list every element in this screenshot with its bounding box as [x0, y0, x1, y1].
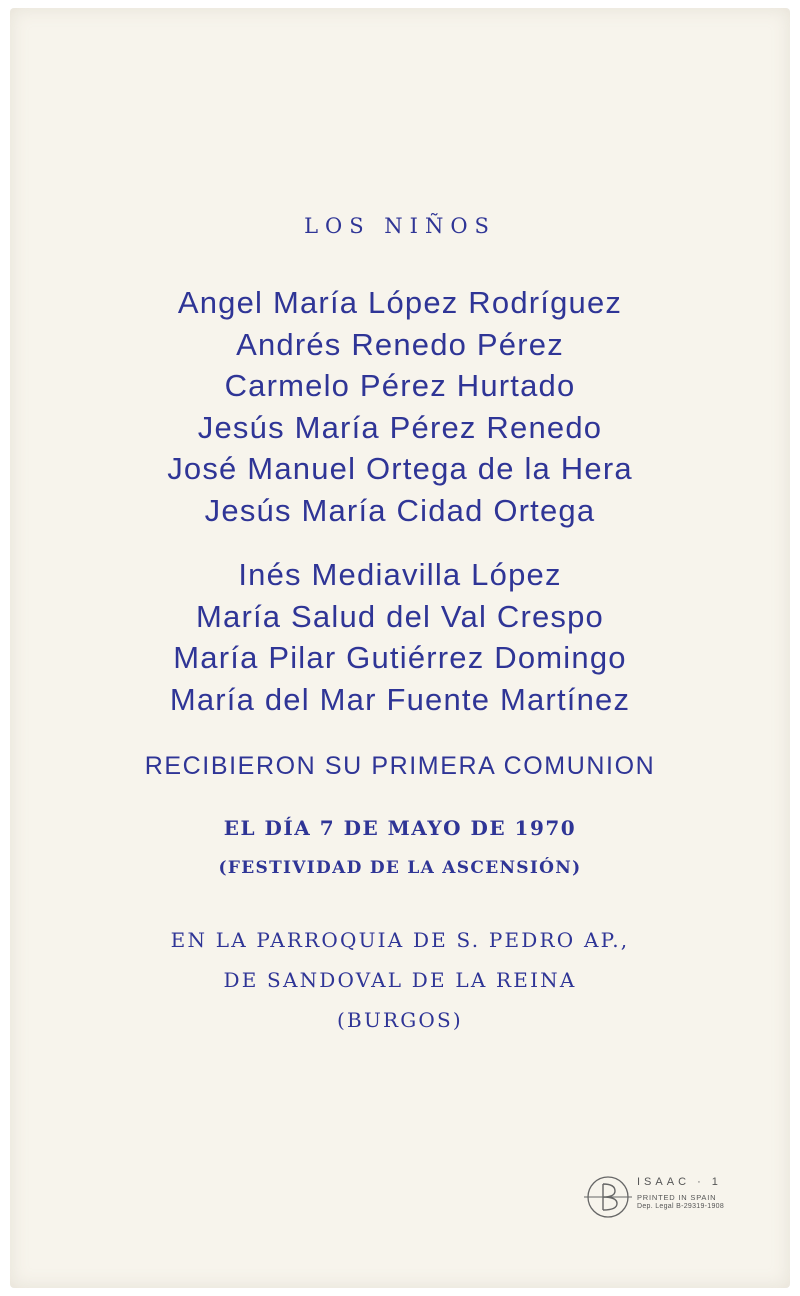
printed-in-spain: PRINTED IN SPAIN — [637, 1193, 717, 1202]
province-line: (BURGOS) — [337, 1008, 463, 1032]
boy-name: Angel María López Rodríguez — [177, 285, 623, 320]
printer-imprint — [582, 1172, 752, 1222]
town-line: DE SANDOVAL DE LA REINA — [223, 968, 577, 992]
communion-date: EL DÍA 7 DE MAYO DE 1970 — [223, 816, 577, 840]
boys-list — [10, 282, 790, 531]
feast-name: (FESTIVIDAD DE LA ASCENSIÓN) — [218, 858, 582, 878]
boy-name: Jesús María Cidad Ortega — [204, 492, 596, 528]
boy-name: José Manuel Ortega de la Hera — [167, 451, 633, 486]
girls-list — [10, 554, 790, 720]
received-communion-text: RECIBIERON SU PRIMERA COMUNION — [144, 752, 656, 780]
prayer-card — [10, 8, 790, 1288]
girl-name: María Pilar Gutiérrez Domingo — [173, 640, 627, 675]
legal-deposit: Dep. Legal B-29319-1908 — [637, 1203, 725, 1210]
boy-name: Andrés Renedo Pérez — [236, 326, 564, 362]
boy-name: Carmelo Pérez Hurtado — [224, 368, 576, 403]
printer-logo-icon — [582, 1172, 634, 1222]
heading-los-ninos: LOS NIÑOS — [304, 214, 496, 238]
parish-line: EN LA PARROQUIA DE S. PEDRO AP., — [170, 928, 630, 952]
boy-name: Jesús María Pérez Renedo — [197, 409, 603, 445]
girl-name: María del Mar Fuente Martínez — [169, 681, 631, 717]
girl-name: Inés Mediavilla López — [238, 557, 562, 592]
girl-name: María Salud del Val Crespo — [196, 598, 604, 634]
printer-brand: ISAAC · 1 — [637, 1176, 722, 1188]
